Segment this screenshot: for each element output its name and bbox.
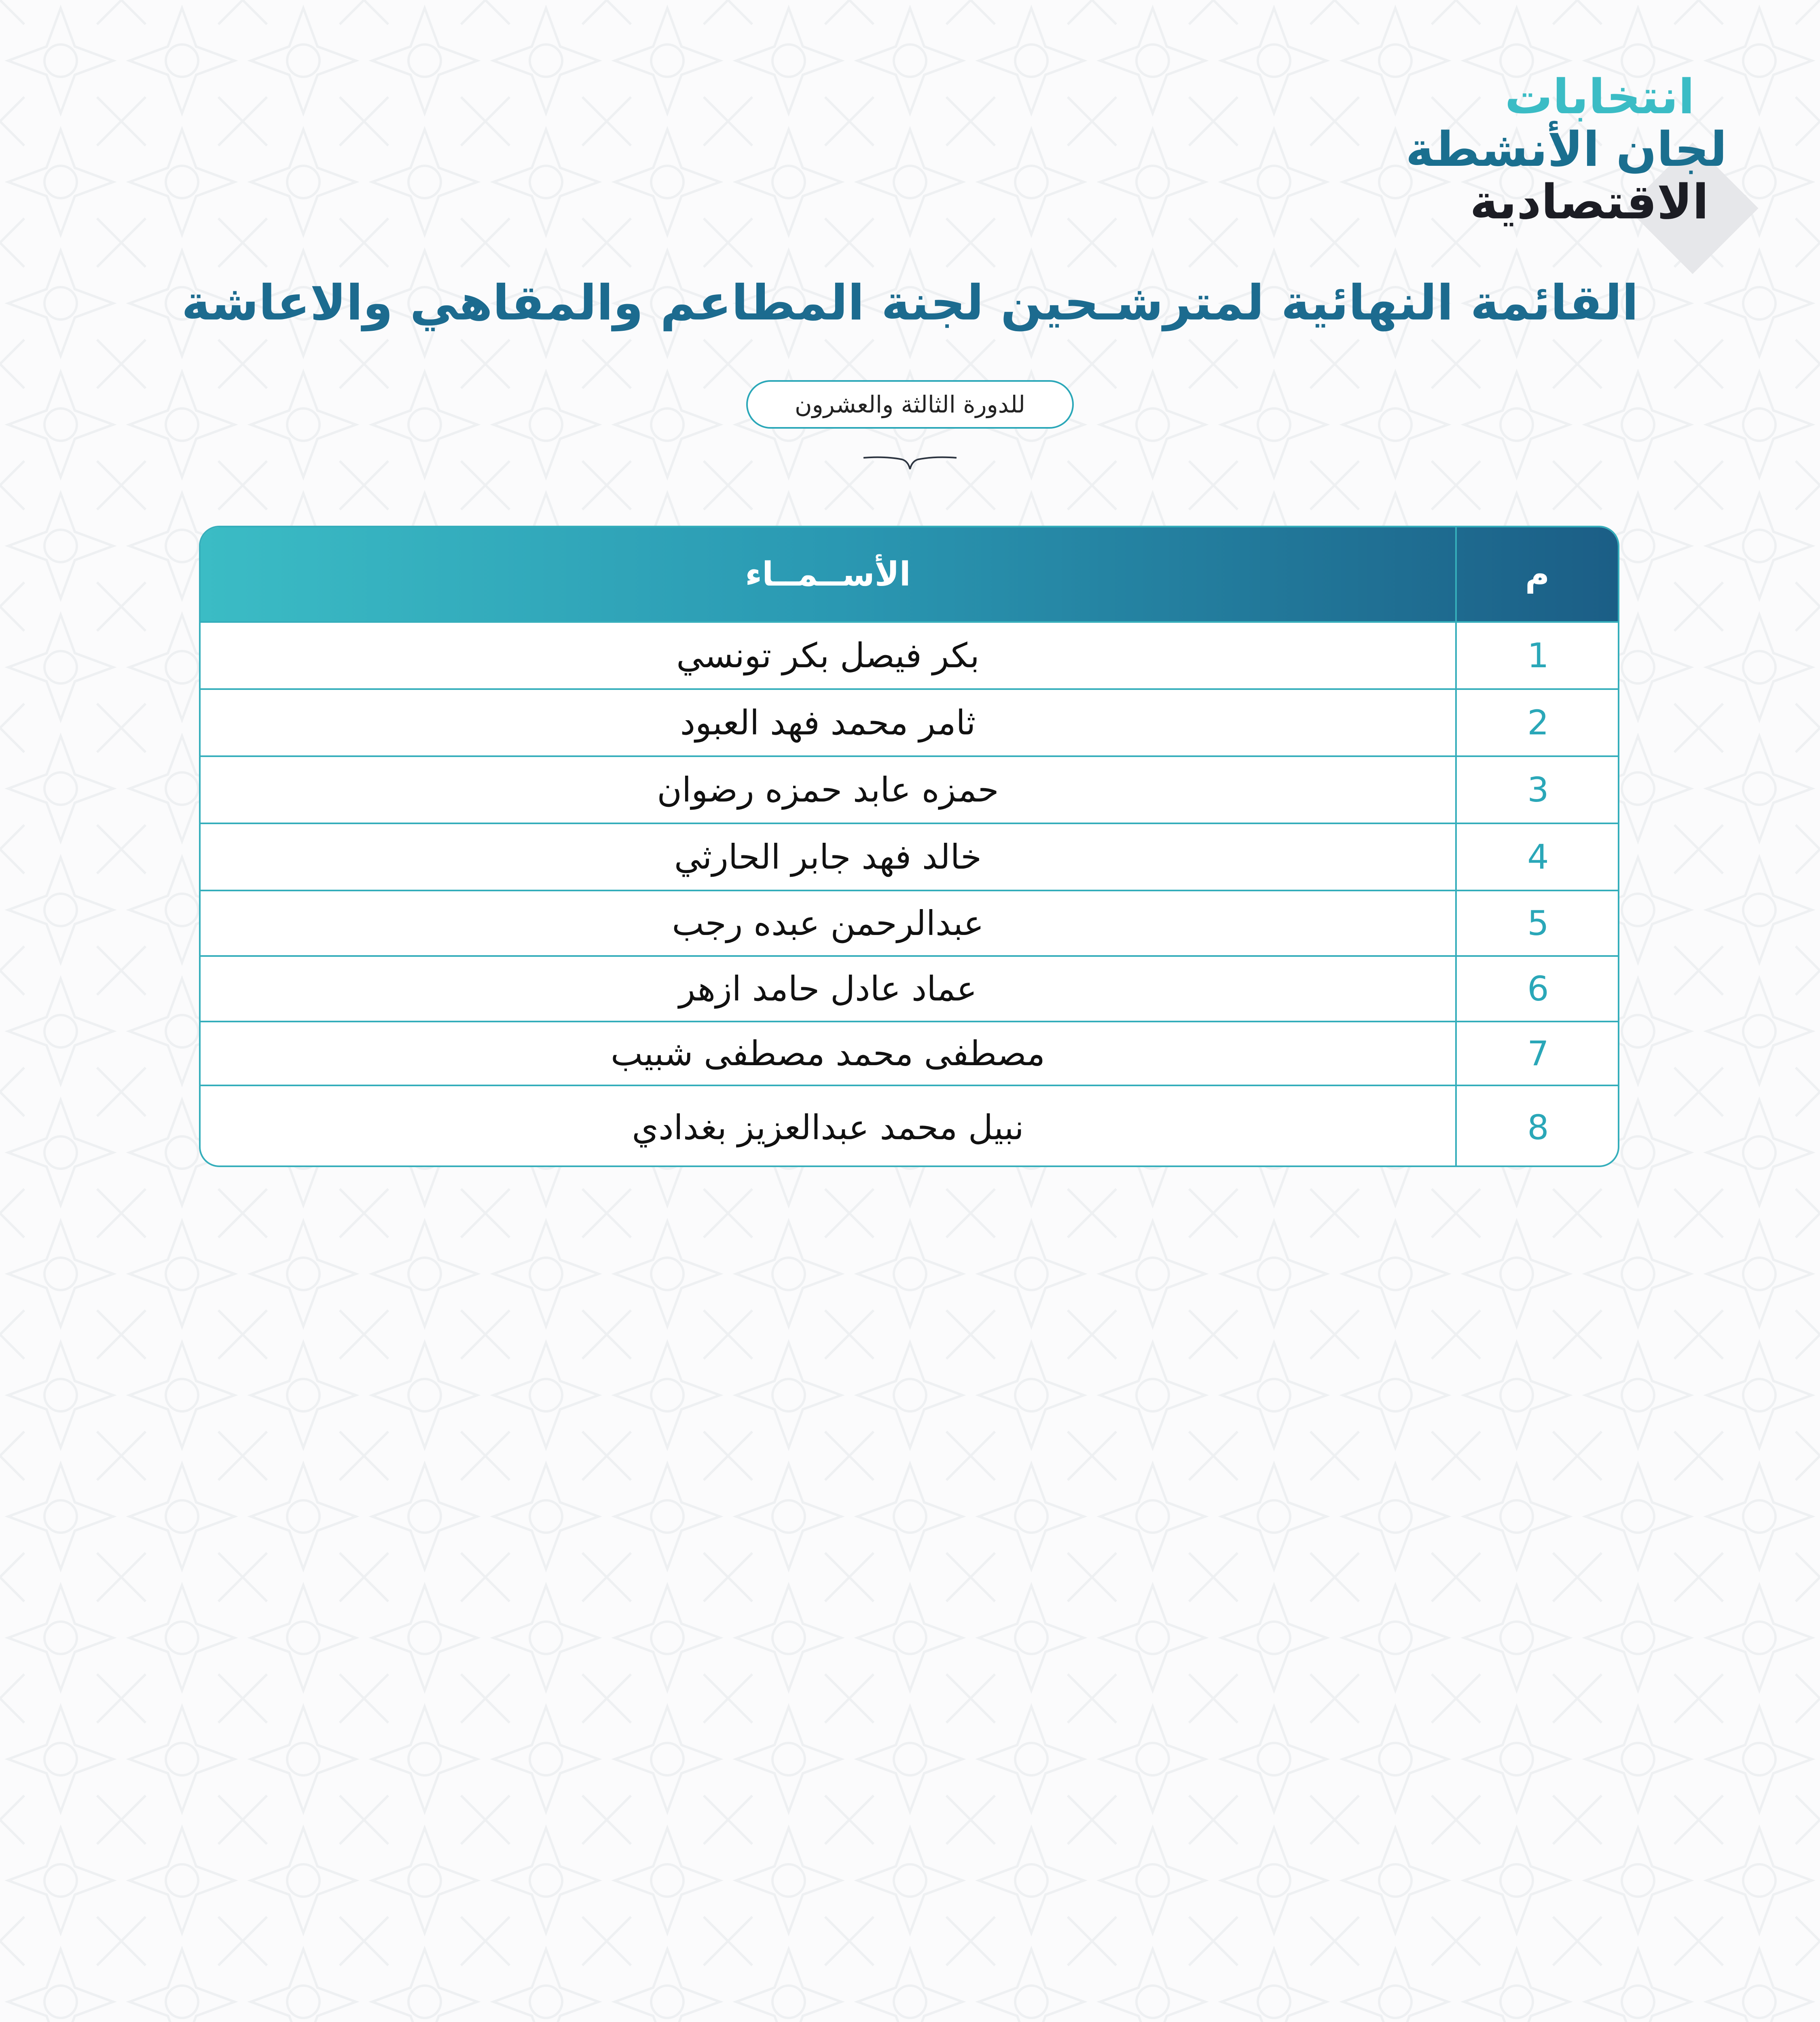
candidate-name: بكر فيصل بكر تونسي (676, 636, 980, 675)
session-pill (746, 380, 1074, 429)
row-number: 5 (1527, 903, 1549, 943)
row-number: 8 (1527, 1108, 1549, 1147)
candidate-name: نبيل محمد عبدالعزيز بغدادي (632, 1108, 1024, 1147)
header-number-label: م (1525, 555, 1550, 594)
candidate-name: ثامر محمد فهد العبود (680, 703, 976, 742)
table-row (201, 890, 1618, 955)
brand-line-economic: الاقتصادية (1470, 174, 1709, 230)
candidates-table (199, 526, 1619, 1167)
session-label: للدورة الثالثة والعشرون (795, 391, 1025, 418)
candidate-name: خالد فهد جابر الحارثي (674, 837, 982, 877)
header-names-cell (201, 527, 1455, 621)
table-row (201, 755, 1618, 823)
brand-line-committees: لجان الأنشطة (1405, 121, 1727, 177)
row-number: 2 (1527, 703, 1549, 742)
table-row (201, 1021, 1618, 1085)
page-title: القائمة النهائية لمترشـحين لجنة المطاعم والمقاهي والاعاشة (181, 275, 1639, 331)
row-number: 7 (1527, 1034, 1549, 1073)
divider-ornament (861, 449, 959, 473)
row-number: 3 (1527, 770, 1549, 810)
candidate-name: عماد عادل حامد ازهر (679, 969, 977, 1009)
row-number: 4 (1527, 837, 1549, 877)
candidate-name: عبدالرحمن عبده رجب (672, 903, 984, 943)
table-row (201, 1085, 1618, 1167)
column-divider (1455, 527, 1457, 1165)
header-names-label: الأســمــاء (745, 555, 911, 594)
table-row (201, 621, 1618, 688)
brand-line-elections: انتخابات (1505, 69, 1695, 125)
row-number: 1 (1527, 636, 1549, 675)
header-number-cell (1455, 527, 1619, 621)
table-row (201, 823, 1618, 890)
candidate-name: حمزه عابد حمزه رضوان (657, 770, 999, 810)
table-header (201, 527, 1618, 621)
table-row (201, 688, 1618, 755)
elections-brand (1363, 69, 1727, 239)
candidate-name: مصطفى محمد مصطفى شبيب (610, 1034, 1045, 1073)
table-row (201, 955, 1618, 1021)
row-number: 6 (1527, 969, 1549, 1009)
